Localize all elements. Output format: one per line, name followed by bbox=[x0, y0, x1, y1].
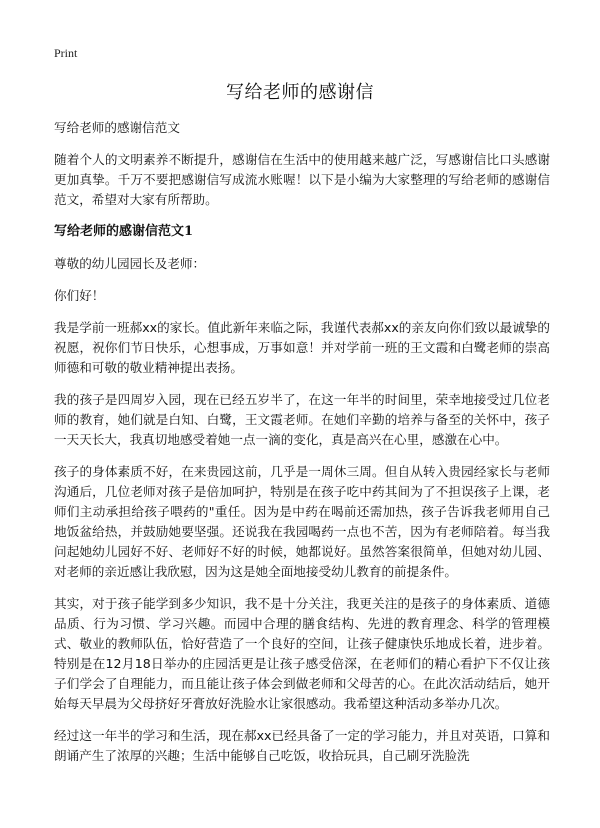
salutation: 尊敬的幼儿园园长及老师： bbox=[54, 256, 206, 271]
print-link[interactable]: Print bbox=[54, 46, 78, 60]
letter-content bbox=[54, 118, 550, 778]
body-paragraph: 我是学前一班郝xx的家长。值此新年来临之际，我谨代表郝xx的亲友向你们致以最诚挚的祝愿，祝你们节日快乐，心想事成，万事如意！并对学前一班的王文霞和白鹭老师的崇高师德和可敬的敬业精神提出表扬。 bbox=[54, 320, 550, 375]
section-heading: 写给老师的感谢信范文1 bbox=[54, 224, 194, 239]
intro-paragraph: 随着个人的文明素养不断提升，感谢信在生活中的使用越来越广泛，写感谢信比口头感谢更加真挚。千万不要把感谢信写成流水账喔！以下是小编为大家整理的写给老师的感谢信范文，希望对大家有所帮助。 bbox=[54, 152, 550, 207]
greeting: 你们好！ bbox=[54, 288, 105, 303]
body-paragraph: 经过这一年半的学习和生活，现在郝xx已经具备了一定的学习能力，并且对英语，口算和朗诵产生了浓厚的兴趣；生活中能够自己吃饭，收拾玩具，自己刷牙洗脸洗 bbox=[54, 728, 550, 763]
body-paragraph: 孩子的身体素质不好，在来贵园这前，几乎是一周休三周。但自从转入贵园经家长与老师沟通后，几位老师对孩子是倍加呵护，特别是在孩子吃中药其间为了不担误孩子上课，老师们主动承担给孩子喂药的"重任。因为是中药在喝前还需加热，孩子告诉我老师用自己地饭盆给热，并鼓励她要坚强。还说我在我园喝药一点也不苦，因为有老师陪着。每当我问起她幼儿园好不好、老师好不好的时候，她都说好。虽然答案很简单，但她对幼儿园、对老师的亲近感让我欣慰，因为这是她全面地接受幼儿教育的前提条件。 bbox=[54, 464, 550, 579]
subtitle: 写给老师的感谢信范文 bbox=[54, 120, 180, 135]
body-paragraph: 其实，对于孩子能学到多少知识，我不是十分关注，我更关注的是孩子的身体素质、道德品质、行为习惯、学习兴趣。而园中合理的膳食结构、先进的教育理念、科学的管理模式、敬业的教师队伍，恰好营造了一个良好的空间，让孩子健康快乐地成长着，进步着。特别是在12月18日举办的庄园活更是让孩子感受倍深，在老师们的精心看护下不仅让孩子们学会了自理能力，而且能让孩子体会到做老师和父母苦的心。在此次活动结后，她开始每天早晨为父母挤好牙膏放好洗脸水让家很感动。我希望这种活动多举办几次。 bbox=[54, 596, 550, 711]
page-title: 写给老师的感谢信 bbox=[226, 82, 374, 103]
body-paragraph: 我的孩子是四周岁入园，现在已经五岁半了，在这一年半的时间里，荣幸地接受过几位老师的教育，她们就是白知、白鹭，王文霞老师。在她们辛勤的培养与备至的关怀中，孩子一天天长大，我真切地感受着她一点一滴的变化，真是高兴在心里，感激在心中。 bbox=[54, 392, 550, 447]
